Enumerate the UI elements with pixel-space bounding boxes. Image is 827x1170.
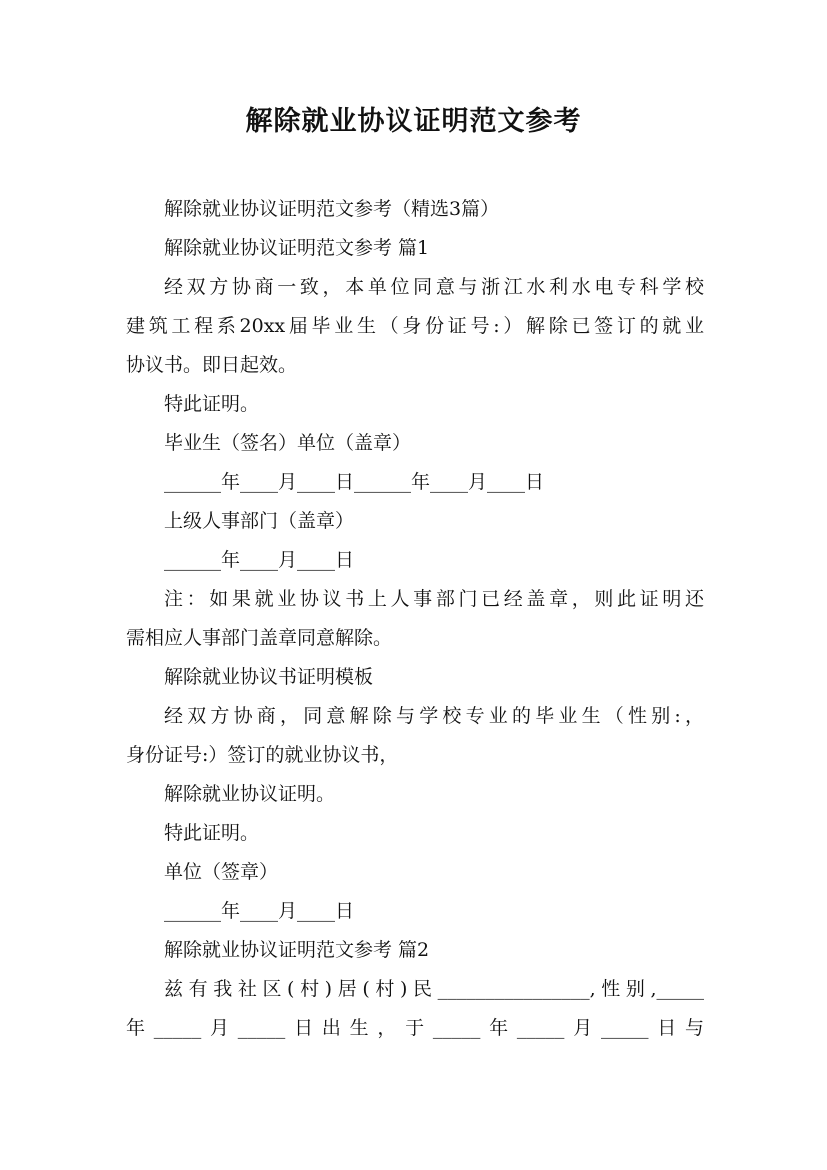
paragraph-line: 建筑工程系20xx届毕业生（身份证号:）解除已签订的就业 (126, 315, 704, 337)
paragraph-line: 协议书。即日起效。 (126, 354, 298, 376)
paragraph-line: 特此证明。 (164, 393, 260, 415)
paragraph-line: 兹有我社区(村)居(村)民________________,性别,_____ (164, 978, 704, 1000)
paragraph-line: 经双方协商一致，本单位同意与浙江水利水电专科学校 (164, 276, 704, 298)
document-title: 解除就业协议证明范文参考 (245, 106, 582, 137)
date-blank-line: ______年____月____日 (164, 549, 355, 571)
paragraph-line: 年_____月_____日出生，于_____年_____月_____日与 (126, 1017, 704, 1039)
section-heading-2: 解除就业协议证明范文参考 篇2 (164, 939, 430, 961)
section-heading-template: 解除就业协议书证明模板 (164, 666, 374, 688)
paragraph-subtitle: 解除就业协议证明范文参考（精选3篇） (164, 198, 500, 220)
date-blank-line: ______年____月____日 (164, 900, 355, 922)
date-blank-line: ______年____月____日______年____月____日 (164, 471, 545, 493)
paragraph-line: 特此证明。 (164, 822, 260, 844)
signature-line: 毕业生（签名）单位（盖章） (164, 432, 412, 454)
note-line: 注：如果就业协议书上人事部门已经盖章，则此证明还 (164, 588, 704, 610)
paragraph-line: 身份证号:）签订的就业协议书， (126, 744, 399, 766)
signature-line: 单位（签章） (164, 861, 279, 883)
paragraph-line: 经双方协商，同意解除与学校专业的毕业生（性别:， (164, 705, 704, 727)
document-body (126, 190, 704, 1048)
signature-line: 上级人事部门（盖章） (164, 510, 355, 532)
paragraph-line: 解除就业协议证明。 (164, 783, 336, 805)
section-heading-1: 解除就业协议证明范文参考 篇1 (164, 237, 430, 259)
note-line: 需相应人事部门盖章同意解除。 (126, 627, 393, 649)
